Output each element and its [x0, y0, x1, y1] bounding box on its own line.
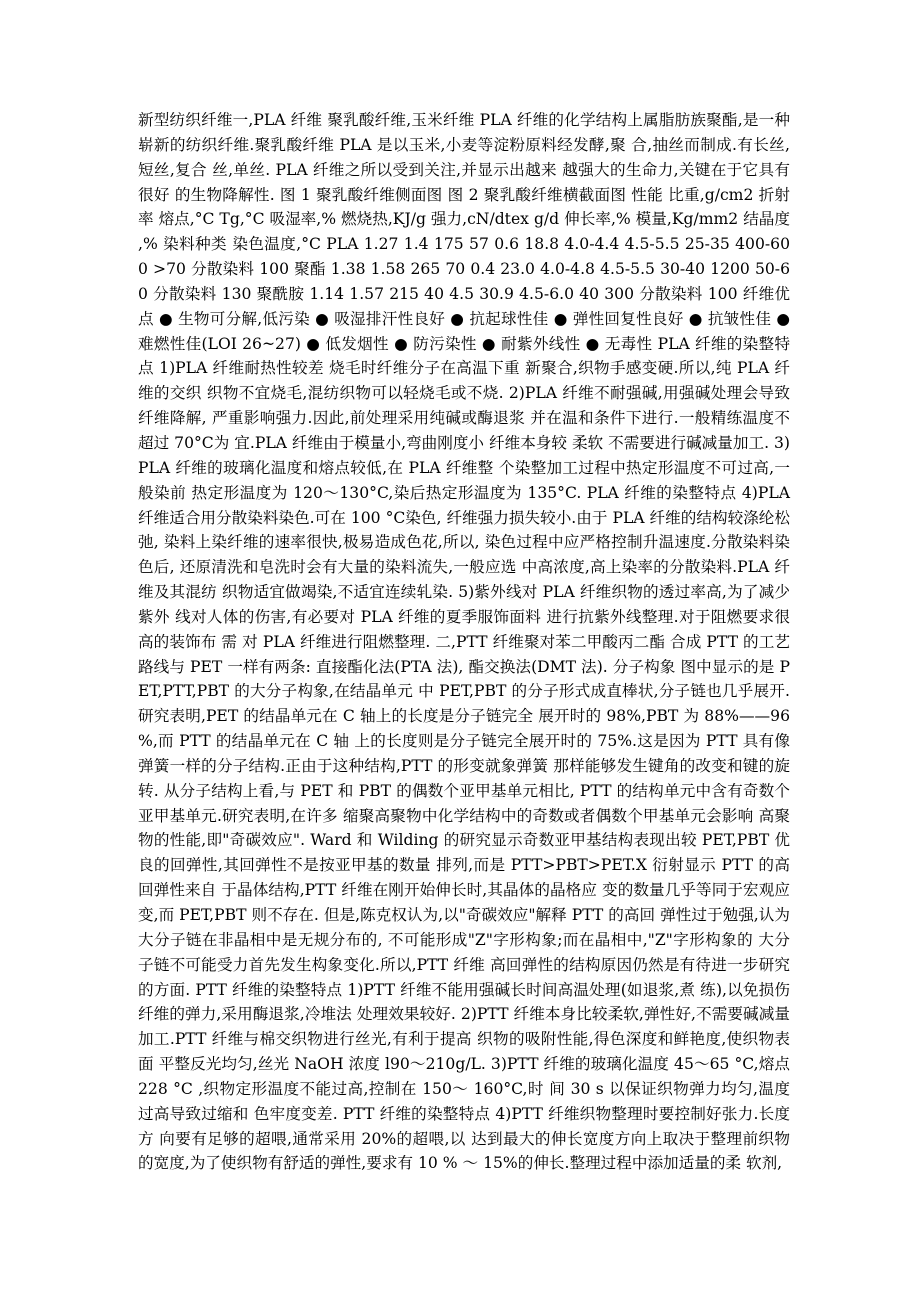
body-paragraph: 新型纺织纤维一,PLA 纤维 聚乳酸纤维,玉米纤维 PLA 纤维的化学结构上属脂肪族聚酯,是一种崭新的纺织纤维.聚乳酸纤维 PLA 是以玉米,小麦等淀粉原料经发酵,聚 合,抽丝而制成.有长丝,短丝,复合 丝,单丝. PLA 纤维之所以受到关注,并显示出越来 越强大的生命力,关键在于它具有很好 的生物降解性. 图 1 聚乳酸纤维侧面图 图 2 聚乳酸纤维横截面图 性能 比重,g/cm2 折射率 熔点,°C Tg,°C 吸湿率,% 燃烧热,KJ/g 强力,cN/dtex g/d 伸长率,% 模量,Kg/mm2 结晶度,% 染料种类 染色温度,°C PLA 1.27 1.4 175 57 0.6 18.8 4.0-4.4 4.5-5.5 25-35 400-600 >70 分散染料 100 聚酯 1.38 1.58 265 70 0.4 23.0 4.0-4.8 4.5-5.5 30-40 1200 50-60 分散染料 130 聚酰胺 1.14 1.57 215 40 4.5 30.9 4.5-6.0 40 300 分散染料 100 纤维优点 ● 生物可分解,低污染 ● 吸湿排汗性良好 ● 抗起球性佳 ● 弹性回复性良好 ● 抗皱性佳 ● 难燃性佳(LOI 26~27) ● 低发烟性 ● 防污染性 ● 耐紫外线性 ● 无毒性 PLA 纤维的染整特点 1)PLA 纤维耐热性较差 烧毛时纤维分子在高温下重 新聚合,织物手感变硬.所以,纯 PLA 纤维的交织 织物不宜烧毛,混纺织物可以轻烧毛或不烧. 2)PLA 纤维不耐强碱,用强碱处理会导致纤维降解, 严重影响强力.因此,前处理采用纯碱或酶退浆 并在温和条件下进行.一般精练温度不超过 70°C为 宜.PLA 纤维由于模量小,弯曲刚度小 纤维本身较 柔软 不需要进行碱减量加工. 3)PLA 纤维的玻璃化温度和熔点较低,在 PLA 纤维整 个染整加工过程中热定形温度不可过高,一般染前 热定形温度为 120～130°C,染后热定形温度为 135°C. PLA 纤维的染整特点 4)PLA 纤维适合用分散染料染色.可在 100 °C染色, 纤维强力损失较小.由于 PLA 纤维的结构较涤纶松弛, 染料上染纤维的速率很快,极易造成色花,所以, 染色过程中应严格控制升温速度.分散染料染色后, 还原清洗和皂洗时会有大量的染料流失,一般应选 中高浓度,高上染率的分散染料.PLA 纤维及其混纺 织物适宜做竭染,不适宜连续轧染. 5)紫外线对 PLA 纤维织物的透过率高,为了减少紫外 线对人体的伤害,有必要对 PLA 纤维的夏季服饰面料 进行抗紫外线整理.对于阻燃要求很高的装饰布 需 对 PLA 纤维进行阻燃整理. 二,PTT 纤维聚对苯二甲酸丙二酯 合成 PTT 的工艺路线与 PET 一样有两条: 直接酯化法(PTA 法), 酯交换法(DMT 法). 分子构象 图中显示的是 PET,PTT,PBT 的大分子构象,在结晶单元 中 PET,PBT 的分子形式成直棒状,分子链也几乎展开. 研究表明,PET 的结晶单元在 C 轴上的长度是分子链完全 展开时的 98%,PBT 为 88%——96%,而 PTT 的结晶单元在 C 轴 上的长度则是分子链完全展开时的 75%.这是因为 PTT 具有像 弹簧一样的分子结构.正由于这种结构,PTT 的形变就象弹簧 那样能够发生键角的改变和键的旋转. 从分子结构上看,与 PET 和 PBT 的偶数个亚甲基单元相比, PTT 的结构单元中含有奇数个亚甲基单元.研究表明,在许多 缩聚高聚物中化学结构中的奇数或者偶数个甲基单元会影响 高聚物的性能,即"奇碳效应". Ward 和 Wilding 的研究显示奇数亚甲基结构表现出较 PET,PBT 优良的回弹性,其回弹性不是按亚甲基的数量 排列,而是 PTT>PBT>PET.X 衍射显示 PTT 的高回弹性来自 于晶体结构,PTT 纤维在刚开始伸长时,其晶体的晶格应 变的数量几乎等同于宏观应变,而 PET,PBT 则不存在. 但是,陈克权认为,以"奇碳效应"解释 PTT 的高回 弹性过于勉强,认为大分子链在非晶相中是无规分布的, 不可能形成"Z"字形构象;而在晶相中,"Z"字形构象的 大分子链不可能受力首先发生构象变化.所以,PTT 纤维 高回弹性的结构原因仍然是有待进一步研究的方面. PTT 纤维的染整特点 1)PTT 纤维不能用强碱长时间高温处理(如退浆,煮 练),以免损伤纤维的弹力,采用酶退浆,冷堆法 处理效果较好. 2)PTT 纤维本身比较柔软,弹性好,不需要碱减量 加工.PTT 纤维与棉交织物进行丝光,有利于提高 织物的吸附性能,得色深度和鲜艳度,使织物表面 平整反光均匀,丝光 NaOH 浓度 l90～210g/L. 3)PTT 纤维的玻璃化温度 45～65 °C,熔点 228 °C ,织物定形温度不能过高,控制在 150～ 160°C,时 间 30 s 以保证织物弹力均匀,温度过高导致过缩和 色牢度变差. PTT 纤维的染整特点 4)PTT 纤维织物整理时要控制好张力.长度方 向要有足够的超喂,通常采用 20%的超喂,以 达到最大的伸长宽度方向上取决于整理前织物 的宽度,为了使织物有舒适的弹性,要求有 10 % ～ 15%的伸长.整理过程中添加适量的柔 软剂,: [138, 111, 790, 1173]
document-page: [138, 108, 790, 1176]
